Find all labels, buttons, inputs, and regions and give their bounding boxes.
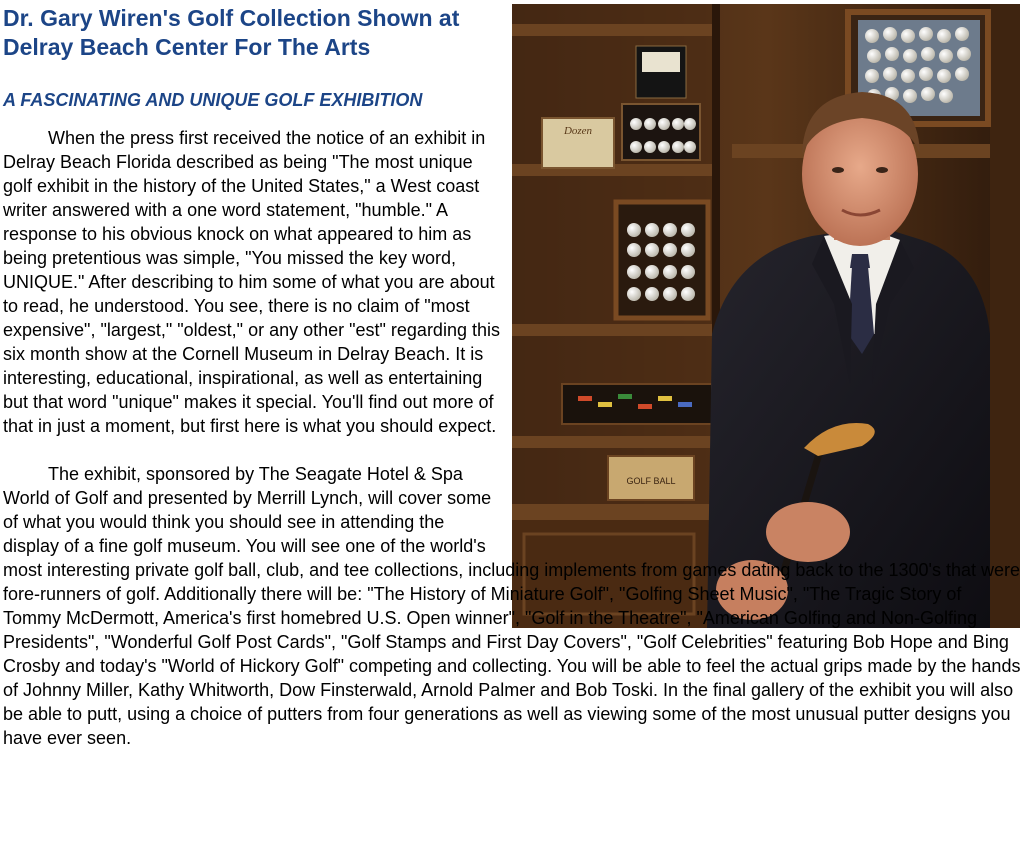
- article-title: Dr. Gary Wiren's Golf Collection Shown at Delray Beach Center For The Arts: [3, 5, 460, 60]
- article-paragraph: When the press first received the notice of an exhibit in Delray Beach Florida described as being "The most unique golf exhibit in the history of the United States," a West coast writer answered with a one word statement, "humble." A response to his obvious knock on what appeared to him as being pretentious was simple, "You missed the key word, UNIQUE." After describing to him some of what you are about to read, he understood. You see, there is no claim of "most expensive", "largest," "oldest," or any other "est" regarding this six month show at the Cornell Museum in Delray Beach. It is interesting, educational, inspirational, as well as entertaining but that word "unique" makes it special. You'll find out more of that in just a moment, but first here is what you should expect.: [3, 128, 500, 436]
- article: [3, 0, 1021, 750]
- box-label-dozen: Dozen: [563, 125, 593, 137]
- box-label-golf-ball: GOLF BALL: [626, 476, 676, 486]
- article-subtitle: A FASCINATING AND UNIQUE GOLF EXHIBITION: [3, 90, 423, 110]
- article-paragraph: The exhibit, sponsored by The Seagate Hotel & Spa World of Golf and presented by Merrill Lynch, will cover some of what you would think you should see in attending the display of a fine golf museum. You will see one of the world's most interesting private golf ball, club, and tee collections, including implements from games dating back to the 1300's that were fore-runners of golf. Additionally there will be: "The History of Miniature Golf", "Golfing Sheet Music", "The Tragic Story of Tommy McDermott, America's first homebred U.S. Open winner", "Golf in the Theatre", "American Golfing and Non-Golfing Presidents", "Wonderful Golf Post Cards", "Golf Stamps and First Day Covers", "Golf Celebrities" featuring Bob Hope and Bing Crosby and today's "World of Hickory Golf" competing and collecting. You will be able to feel the actual grips made by the hands of Johnny Miller, Kathy Whitworth, Dow Finsterwald, Arnold Palmer and Bob Toski. In the final gallery of the exhibit you will also be able to putt, using a choice of putters from four generations as well as viewing some of the most unusual putter designs you have ever seen.: [3, 464, 1021, 748]
